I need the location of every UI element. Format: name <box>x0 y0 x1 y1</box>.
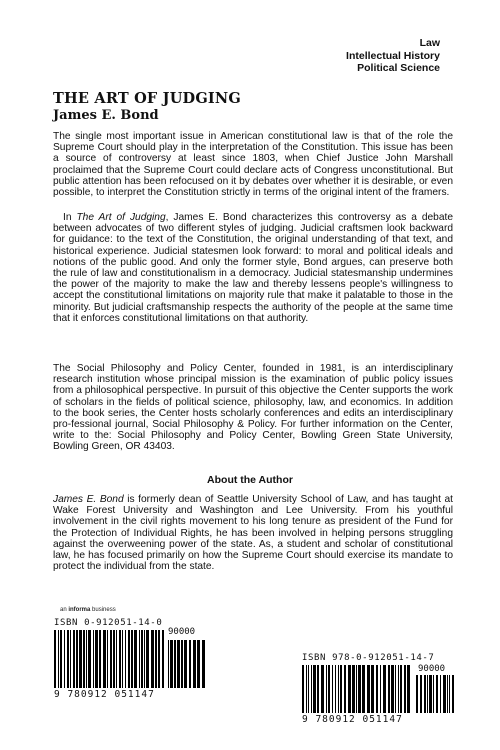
barcode-bar <box>427 675 428 713</box>
author-bio-paragraph <box>53 494 453 572</box>
publisher-prefix: an <box>60 607 69 613</box>
barcode-bar <box>344 665 346 713</box>
barcode-bar <box>311 665 312 713</box>
publisher-brand: informa <box>68 607 91 613</box>
barcode-bar <box>376 665 378 713</box>
barcode-bar <box>443 675 446 713</box>
barcode-bar <box>128 630 130 688</box>
barcode-bar <box>58 630 59 688</box>
barcode-bar <box>400 665 402 713</box>
center-description-paragraph <box>53 363 453 453</box>
barcode-bar <box>416 675 418 713</box>
barcode-bars <box>54 630 164 688</box>
price-code-right: 90000 <box>418 664 446 674</box>
barcode-bar <box>436 675 438 713</box>
barcode-bar <box>86 630 87 688</box>
barcode-bar <box>162 630 164 688</box>
barcode-bar <box>122 630 123 688</box>
subject-categories <box>346 37 440 75</box>
barcode-bar <box>395 665 396 713</box>
barcode-digits: 9 780912 051147 <box>54 689 155 700</box>
barcode-bar <box>424 675 426 713</box>
barcode-bar <box>189 640 191 688</box>
barcode-bar <box>338 665 339 713</box>
barcode-bar <box>452 675 454 713</box>
barcode-bar <box>95 630 98 688</box>
barcode-bar <box>321 665 324 713</box>
barcode-bar <box>144 630 145 688</box>
barcode-bar <box>134 630 137 688</box>
barcode-bar <box>73 630 75 688</box>
barcode-bar <box>70 630 71 688</box>
barcode-bar <box>433 675 434 713</box>
barcode-bar <box>139 630 140 688</box>
barcode-bar <box>110 630 112 688</box>
barcode-bar <box>79 630 82 688</box>
barcode-bar <box>326 665 327 713</box>
barcode-bar <box>197 640 200 688</box>
barcode-bar <box>447 675 448 713</box>
bio-text: is formerly dean of Seattle University School of Law, and has taught at Wake Forest University and Washington and Lee University. From his youthful involvement in the civil rights movement to his long tenure as president of the Fund for the Protection of Individual Rights, he has been involved in helping persons struggling against the overweening power of the state. As, a student and scholar of constitutional law, he has focused primarily on how the Supreme Court should exercise its mandate to protect the individual from the state. <box>53 494 453 573</box>
subject-political-science: Political Science <box>357 62 440 74</box>
publisher-tag <box>60 607 116 613</box>
barcode-bar <box>352 665 355 713</box>
paragraph-rest: , James E. Bond characterizes this controversy as a debate between advocates of two different styles of judging. Judicial craftsmen look backward for guidance: to the text of the Constitution, the original understanding of that text, and historical experience. Judicial statesmen look forward: to moral and political ideals and notions of the public good. And only the former style, Bond argues, can preserve both the rule of law and constitutionalism in a democracy. Judicial statesmanship undermines the power of the majority to make the law and thereby lessens people's willingness to accept the constitutional limitations on majority rule that make it palatable to those in the minority. But judicial craftsmanship respects the authority of the people at the same time that it enforces constitutional limitations on that authority. <box>53 212 454 324</box>
publisher-suffix: business <box>90 607 116 613</box>
barcode-bar <box>306 665 307 713</box>
barcode-bar <box>151 630 154 688</box>
barcode-bar <box>60 630 62 688</box>
description-paragraph-2 <box>53 212 453 324</box>
barcode-bar <box>391 665 394 713</box>
barcode-bar <box>113 630 115 688</box>
isbn-label: ISBN 978-0-912051-14-7 <box>302 653 435 663</box>
paragraph-text: The single most important issue in American constitutional law is that of the role the Supreme Court should play in the interpretation of the Constitution. This issue has been a source of controversy at least since 1803, when Chief Justice John Marshall proclaimed that the Supreme Court could declare acts of Congress unconstitutional. But public attention has been refocused on it by debates over whether it is desirable, or even possible, to interpret the Constitution strictly in terms of the original intent of the framers. <box>53 131 453 199</box>
barcode-bar <box>358 665 361 713</box>
barcode-bar <box>181 640 183 688</box>
barcode-bar <box>362 665 365 713</box>
barcode-bar <box>202 640 205 688</box>
book-title: THE ART OF JUDGING <box>53 90 241 107</box>
author-name-italic: James E. Bond <box>53 494 124 505</box>
about-author-heading: About the Author <box>207 474 293 486</box>
barcode-bar <box>383 665 386 713</box>
barcode-bar <box>335 665 336 713</box>
barcode-bar <box>340 665 342 713</box>
barcode-bar <box>302 665 304 713</box>
barcode-bar <box>328 665 330 713</box>
barcode-bar <box>131 630 133 688</box>
price-code-left: 90000 <box>168 627 196 637</box>
barcode-bar <box>64 630 65 688</box>
barcode-bar <box>158 630 160 688</box>
barcode-bar <box>317 665 319 713</box>
barcode-bar <box>313 665 316 713</box>
barcode-row <box>54 630 209 688</box>
barcode-bar <box>177 640 180 688</box>
barcode-bar <box>93 630 94 688</box>
barcode-bar <box>125 630 126 688</box>
barcode-bar <box>83 630 85 688</box>
price-barcode-bars <box>416 675 454 713</box>
barcode-bar <box>404 665 406 713</box>
barcode-bar <box>99 630 101 688</box>
barcode-bar <box>54 630 56 688</box>
barcode-bar <box>367 665 370 713</box>
barcode-bar <box>348 665 351 713</box>
barcode-bar <box>380 665 381 713</box>
barcode-bar <box>174 640 176 688</box>
description-paragraph-1 <box>53 131 453 198</box>
paragraph-text <box>53 212 453 324</box>
barcode-bar <box>429 675 432 713</box>
barcode-bar <box>76 630 78 688</box>
barcode-bars <box>302 665 412 713</box>
isbn-label: ISBN 0-912051-14-0 <box>54 618 163 628</box>
book-title-italic: The Art of Judging <box>76 212 166 223</box>
barcode-bar <box>67 630 69 688</box>
barcode-bar <box>119 630 121 688</box>
book-author: James E. Bond <box>53 108 159 123</box>
barcode-bar <box>146 630 149 688</box>
barcode-bar <box>371 665 374 713</box>
barcode-bar <box>398 665 399 713</box>
barcode-digits: 9 780912 051147 <box>302 714 403 725</box>
barcode-bar <box>184 640 187 688</box>
subject-intellectual-history: Intellectual History <box>346 49 440 62</box>
barcode-bar <box>107 630 108 688</box>
barcode-bar <box>88 630 91 688</box>
barcode-bar <box>440 675 441 713</box>
barcode-bar <box>168 640 169 688</box>
barcode-bar <box>388 665 390 713</box>
barcode-bar <box>141 630 143 688</box>
barcode-bar <box>308 665 309 713</box>
barcode-bar <box>449 675 450 713</box>
paragraph-lead: In <box>63 212 77 223</box>
barcode-bar <box>116 630 117 688</box>
barcode-bar <box>332 665 333 713</box>
barcode-bar <box>103 630 106 688</box>
paragraph-text: The Social Philosophy and Policy Center, founded in 1981, is an interdisciplinary research institution whose principal mission is the examination of public policy issues from a philosophical perspective. In pursuit of this objective the Center supports the work of scholars in the fields of political science, philosophy, law, and economics. In addition to the book series, the Center hosts scholarly conferences and edits an interdisciplinary pro-fessional journal, Social Philosophy & Policy. For further information on the Center, write to the: Social Philosophy and Policy Center, Bowling Green State University, Bowling Green, OR 43403. <box>53 363 453 453</box>
barcode-bar <box>193 640 196 688</box>
subject-law: Law <box>419 37 440 49</box>
barcode-bar <box>170 640 173 688</box>
barcode-bar <box>356 665 357 713</box>
barcode-bar <box>155 630 157 688</box>
barcode-bar <box>420 675 422 713</box>
price-barcode-bars <box>168 640 206 688</box>
barcode-bar <box>407 665 410 713</box>
paragraph-text <box>53 494 453 572</box>
